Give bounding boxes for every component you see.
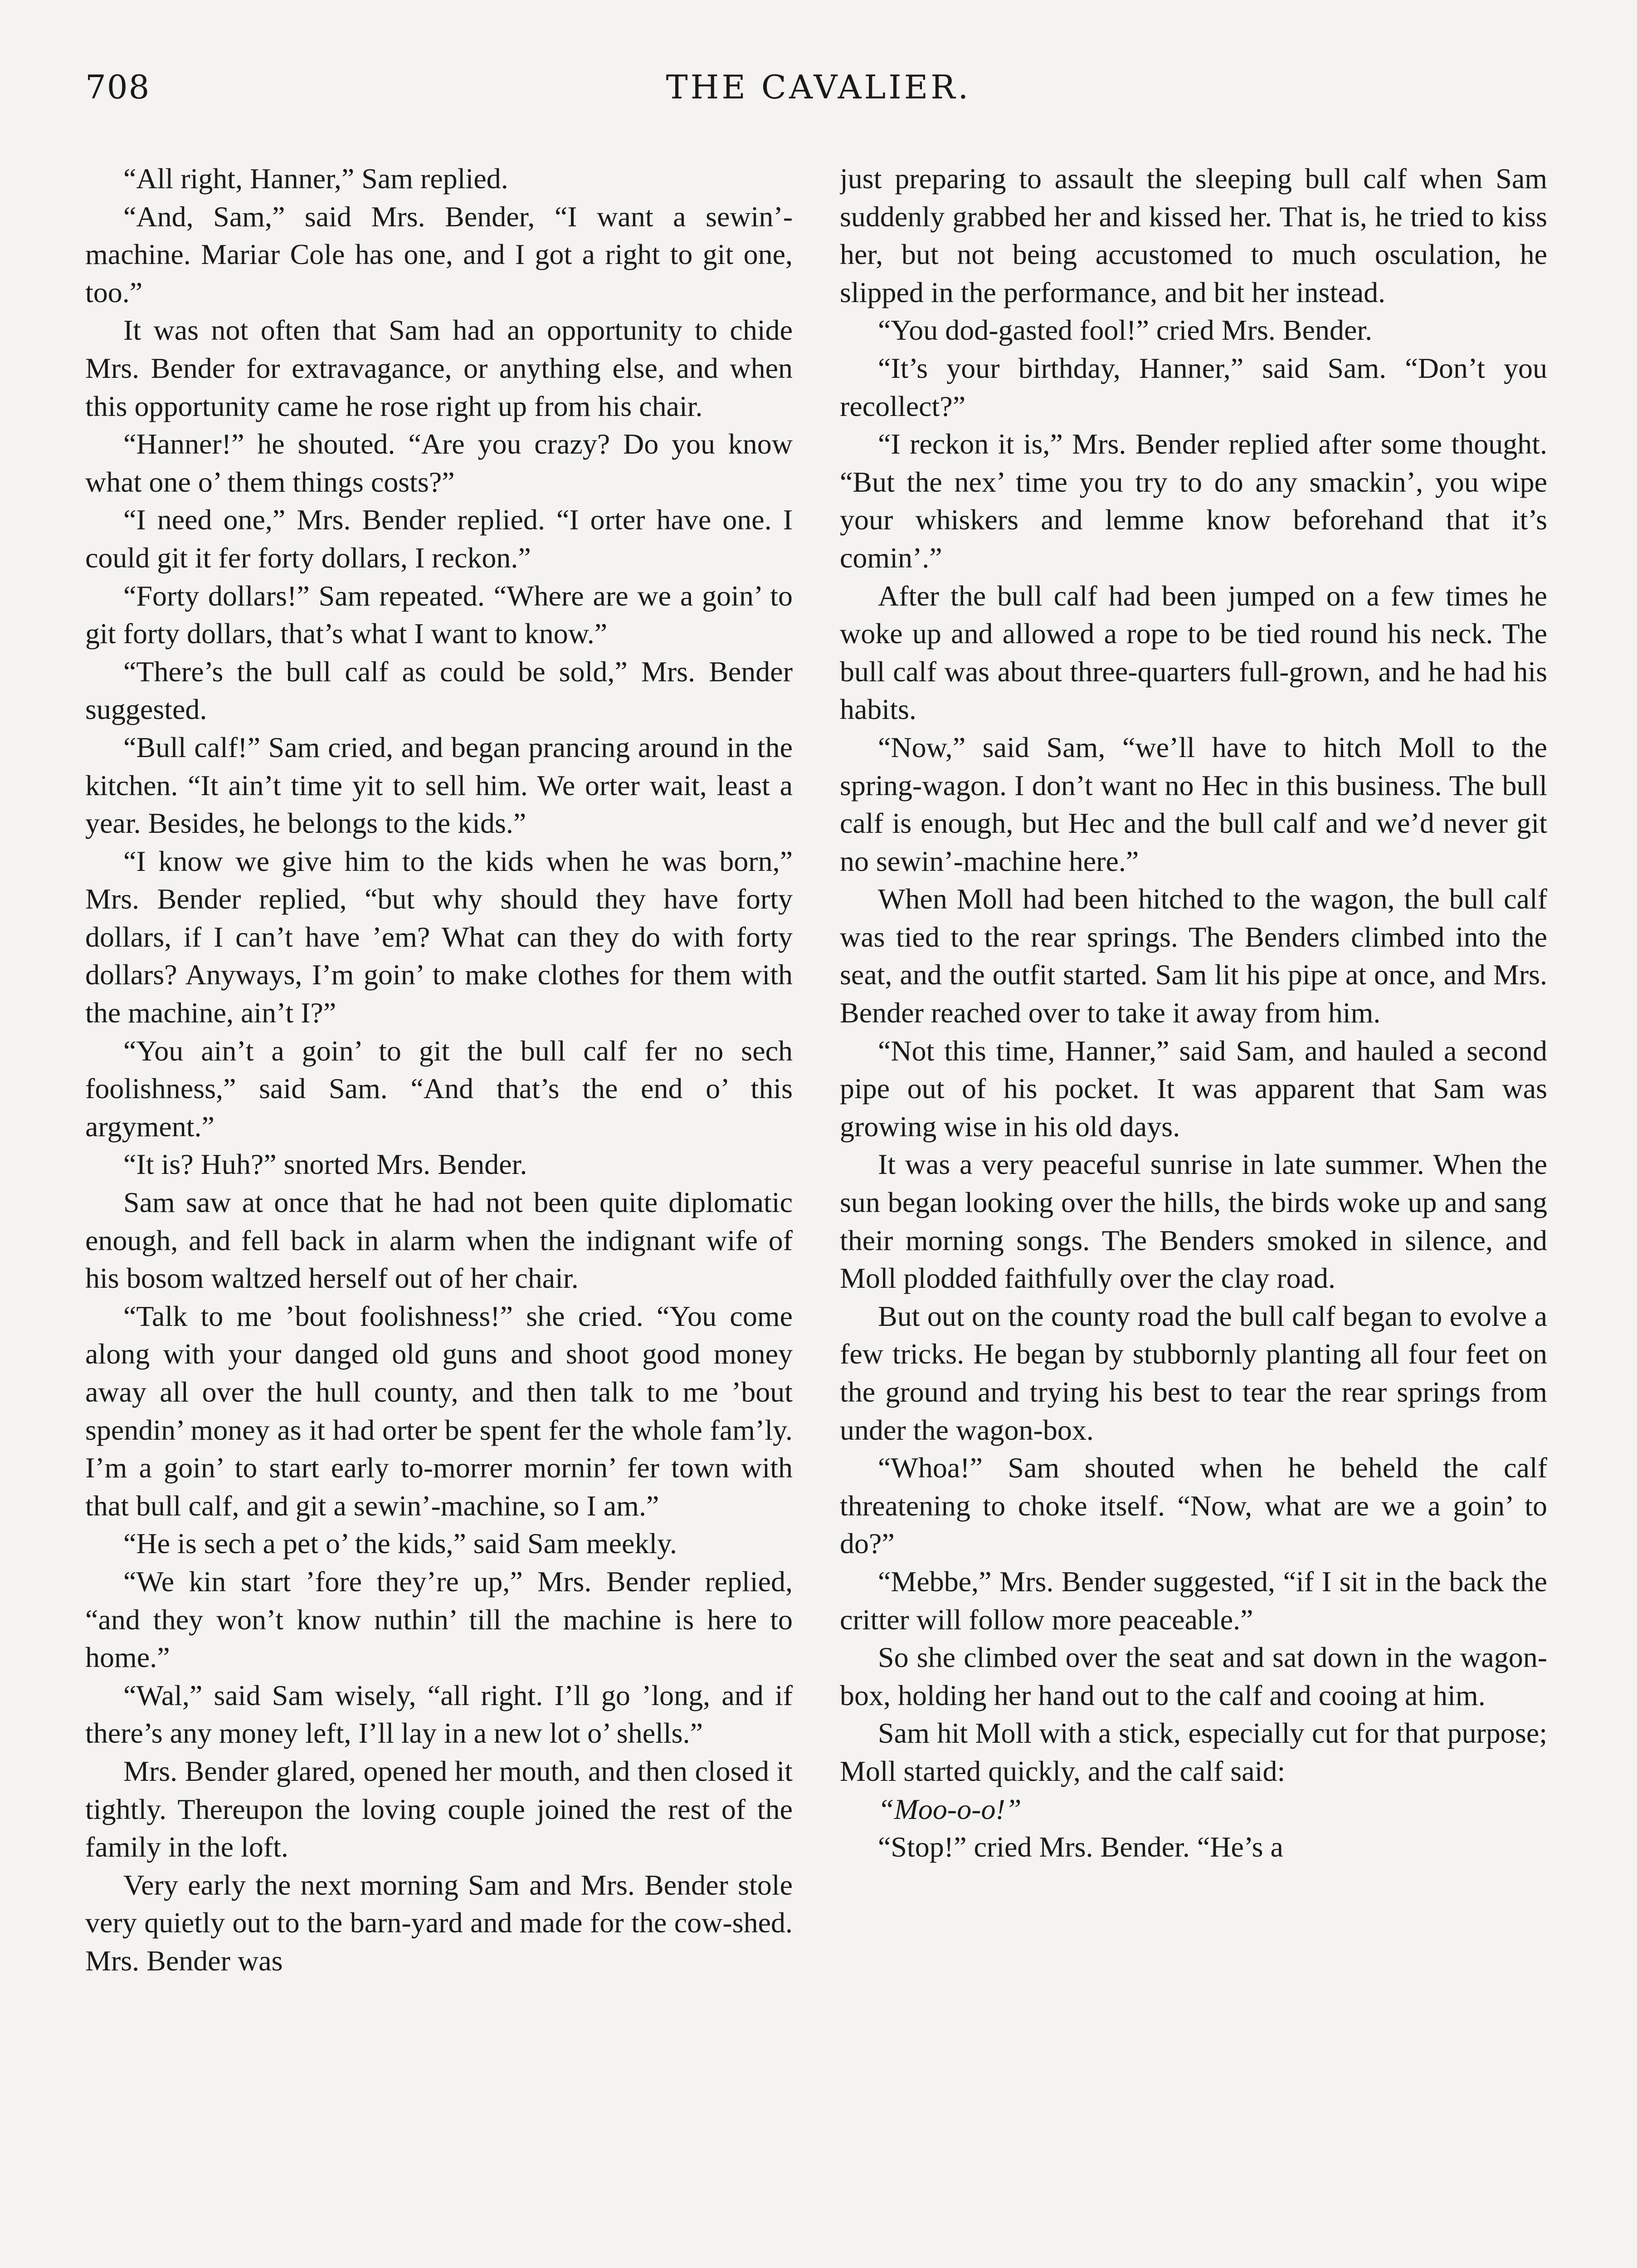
paragraph: “There’s the bull calf as could be sold,” Mrs. Bender suggested.: [85, 655, 793, 726]
paragraph: “It’s your birthday, Hanner,” said Sam. “Don’t you recollect?”: [840, 352, 1547, 422]
paragraph: “Now,” said Sam, “we’ll have to hitch Moll to the spring-wagon. I don’t want no Hec in this business. The bull calf is enough, but Hec and the bull calf and we’d never git no sewin’-machine here.”: [840, 731, 1547, 877]
paragraph: “I reckon it is,” Mrs. Bender replied after some thought. “But the nex’ time you try to do any smackin’, you wipe your whiskers and lemme know beforehand that it’s comin’.”: [840, 428, 1547, 574]
paragraph: “Bull calf!” Sam cried, and began prancing around in the kitchen. “It ain’t time yit to sell him. We orter wait, least a year. Besides, he belongs to the kids.”: [85, 731, 793, 840]
paragraph: Very early the next morning Sam and Mrs. Bender stole very quietly out to the barn-yard and made for the cow-shed. Mrs. Bender was: [85, 1868, 793, 1977]
paragraph: It was a very peaceful sunrise in late summer. When the sun began looking over the hills, the birds woke up and sang their morning songs. The Benders smoked in silence, and Moll plodded faithfully over the clay road.: [840, 1148, 1547, 1295]
left-column: [85, 160, 793, 2268]
paragraph: “I need one,” Mrs. Bender replied. “I orter have one. I could git it fer forty dollars, I reckon.”: [85, 503, 793, 574]
paragraph: Sam saw at once that he had not been quite diplomatic enough, and fell back in alarm when the indignant wife of his bosom waltzed herself out of her chair.: [85, 1186, 793, 1295]
paragraph: When Moll had been hitched to the wagon, the bull calf was tied to the rear springs. The Benders climbed into the seat, and the outfit started. Sam lit his pipe at once, and Mrs. Bender reached over to take it away from him.: [840, 883, 1547, 1029]
paragraph: “You dod-gasted fool!” cried Mrs. Bender.: [878, 314, 1373, 347]
right-column: [840, 160, 1547, 2268]
paragraph: “Not this time, Hanner,” said Sam, and hauled a second pipe out of his pocket. It was apparent that Sam was growing wise in his old days.: [840, 1034, 1547, 1143]
paragraph: But out on the county road the bull calf began to evolve a few tricks. He began by stubbornly planting all four feet on the ground and trying his best to tear the rear springs from under the wagon-box.: [840, 1300, 1547, 1446]
page-header: [85, 68, 1552, 118]
paragraph: “I know we give him to the kids when he was born,” Mrs. Bender replied, “but why should they have forty dollars, if I can’t have ’em? What can they do with forty dollars? Anyways, I’m goin’ to make clothes for them with the machine, ain’t I?”: [85, 845, 793, 1029]
paragraph-continued: just preparing to assault the sleeping bull calf when Sam suddenly grabbed her and kissed her. That is, he tried to kiss her, but not being accustomed to much osculation, he slipped in the performance, and bit her instead.: [840, 162, 1547, 308]
paragraph: “Talk to me ’bout foolishness!” she cried. “You come along with your danged old guns and shoot good money away all over the hull county, and then talk to me ’bout spendin’ money as it had orter be spent fer the whole fam’ly. I’m a goin’ to start early to-morrer mornin’ fer town with that bull calf, and git a sewin’-machine, so I am.”: [85, 1300, 793, 1522]
paragraph: “Forty dollars!” Sam repeated. “Where are we a goin’ to git forty dollars, that’s what I want to know.”: [85, 579, 793, 650]
paragraph: After the bull calf had been jumped on a few times he woke up and allowed a rope to be tied round his neck. The bull calf was about three-quarters full-grown, and he had his habits.: [840, 579, 1547, 726]
running-title: THE CAVALIER.: [666, 68, 971, 106]
paragraph: “He is sech a pet o’ the kids,” said Sam meekly.: [123, 1527, 677, 1560]
paragraph: “Stop!” cried Mrs. Bender. “He’s a: [878, 1831, 1283, 1863]
paragraph: “Wal,” said Sam wisely, “all right. I’ll go ’long, and if there’s any money left, I’ll lay in a new lot o’ shells.”: [85, 1679, 793, 1750]
paragraph: “Hanner!” he shouted. “Are you crazy? Do you know what one o’ them things costs?”: [85, 428, 793, 498]
paragraph: “Whoa!” Sam shouted when he beheld the calf threatening to choke itself. “Now, what are we a goin’ to do?”: [840, 1452, 1547, 1560]
paragraph: “You ain’t a goin’ to git the bull calf fer no sech foolishness,” said Sam. “And that’s the end o’ this argyment.”: [85, 1034, 793, 1143]
paragraph: “We kin start ’fore they’re up,” Mrs. Bender replied, “and they won’t know nuthin’ till the machine is here to home.”: [85, 1565, 793, 1674]
paragraph: It was not often that Sam had an opportunity to chide Mrs. Bender for extravagance, or anything else, and when this opportunity came he rose right up from his chair.: [85, 314, 793, 422]
paragraph: “It is? Huh?” snorted Mrs. Bender.: [123, 1148, 527, 1181]
paragraph: So she climbed over the seat and sat down in the wagon-box, holding her hand out to the calf and cooing at him.: [840, 1641, 1547, 1711]
paragraph: “And, Sam,” said Mrs. Bender, “I want a sewin’-machine. Mariar Cole has one, and I got a right to git one, too.”: [85, 200, 793, 308]
paragraph: “Mebbe,” Mrs. Bender suggested, “if I sit in the back the critter will follow more peaceable.”: [840, 1565, 1547, 1636]
paragraph: Sam hit Moll with a stick, especially cut for that purpose; Moll started quickly, and the calf said:: [840, 1717, 1547, 1787]
paragraph-italic: “Moo-o-o!”: [878, 1793, 1022, 1825]
page-number: 708: [85, 68, 151, 106]
paragraph: “All right, Hanner,” Sam replied.: [123, 162, 508, 195]
paragraph: Mrs. Bender glared, opened her mouth, and then closed it tightly. Thereupon the loving couple joined the rest of the family in the loft.: [85, 1755, 793, 1863]
